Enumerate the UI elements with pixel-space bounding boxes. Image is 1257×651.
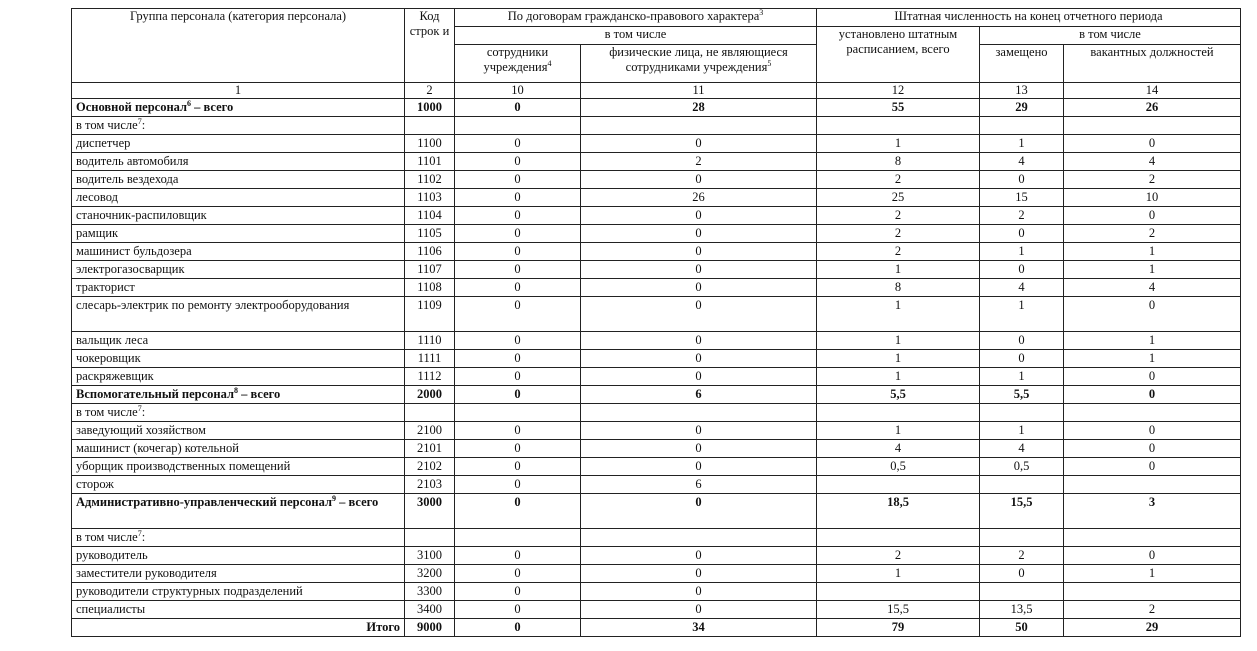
table-row	[72, 422, 1241, 440]
cell-staff-established: 2	[817, 547, 980, 565]
empty-cell	[817, 117, 980, 135]
cell-staff-filled: 0	[980, 350, 1064, 368]
cell-staff-filled: 15	[980, 189, 1064, 207]
table-row	[72, 207, 1241, 225]
cell-code: 3000	[405, 494, 455, 529]
cell-code: 1106	[405, 243, 455, 261]
cell-civil-employees: 0	[455, 153, 581, 171]
cell-civil-employees: 0	[455, 189, 581, 207]
cell-civil-individuals: 0	[581, 350, 817, 368]
cell-staff-filled: 4	[980, 153, 1064, 171]
footnote-ref: 8	[233, 385, 238, 395]
header-staff-incl: в том числе	[980, 27, 1241, 45]
cell-position: руководитель	[72, 547, 405, 565]
cell-civil-individuals: 0	[581, 171, 817, 189]
cell-civil-individuals: 28	[581, 99, 817, 117]
cell-staff-filled	[980, 476, 1064, 494]
footnote-ref: 7	[137, 403, 142, 413]
cell-code: 2101	[405, 440, 455, 458]
table-row	[72, 225, 1241, 243]
cell-position: чокеровщик	[72, 350, 405, 368]
cell-civil-individuals: 0	[581, 261, 817, 279]
cell-position: тракторист	[72, 279, 405, 297]
cell-civil-individuals: 0	[581, 207, 817, 225]
header-civil-employees-text: сотрудники учреждения	[483, 45, 549, 74]
cell-staff-vacant: 29	[1064, 619, 1241, 637]
table-row	[72, 583, 1241, 601]
cell-civil-individuals: 0	[581, 422, 817, 440]
cell-civil-employees: 0	[455, 225, 581, 243]
cell-civil-individuals: 0	[581, 243, 817, 261]
cell-position: заместители руководителя	[72, 565, 405, 583]
cell-staff-vacant: 2	[1064, 171, 1241, 189]
section-label-suffix: – всего	[191, 100, 234, 114]
table-row	[72, 332, 1241, 350]
including-row	[72, 529, 1241, 547]
cell-code: 1103	[405, 189, 455, 207]
cell-civil-employees: 0	[455, 207, 581, 225]
cell-staff-established: 1	[817, 350, 980, 368]
cell-civil-individuals: 0	[581, 601, 817, 619]
cell-staff-vacant	[1064, 583, 1241, 601]
empty-cell	[405, 404, 455, 422]
cell-position: электрогазосварщик	[72, 261, 405, 279]
empty-cell	[581, 117, 817, 135]
cell-civil-employees: 0	[455, 243, 581, 261]
header-civil-individuals-text: физические лица, не являющиеся сотрудниками учреждения	[609, 45, 788, 74]
cell-civil-individuals: 2	[581, 153, 817, 171]
header-civil-contracts-text: По договорам гражданско-правового характера	[507, 9, 760, 23]
cell-civil-employees: 0	[455, 440, 581, 458]
cell-staff-filled: 2	[980, 207, 1064, 225]
cell-code: 1102	[405, 171, 455, 189]
cell-civil-individuals: 6	[581, 386, 817, 404]
cell-code: 1112	[405, 368, 455, 386]
cell-code: 1000	[405, 99, 455, 117]
cell-code: 9000	[405, 619, 455, 637]
cell-code: 1109	[405, 297, 455, 332]
cell-staff-filled: 1	[980, 243, 1064, 261]
section-label-text: Основной персонал	[76, 100, 188, 114]
cell-civil-individuals: 0	[581, 135, 817, 153]
cell-staff-filled: 0	[980, 565, 1064, 583]
cell-staff-vacant: 26	[1064, 99, 1241, 117]
cell-staff-filled: 1	[980, 135, 1064, 153]
cell-code: 3100	[405, 547, 455, 565]
cell-code: 1108	[405, 279, 455, 297]
cell-staff-filled: 29	[980, 99, 1064, 117]
footnote-ref: 7	[137, 528, 142, 538]
section-total-row	[72, 386, 1241, 404]
table-row	[72, 565, 1241, 583]
table-row	[72, 243, 1241, 261]
empty-cell	[455, 529, 581, 547]
section-label	[72, 386, 405, 404]
cell-civil-employees: 0	[455, 279, 581, 297]
empty-cell	[817, 404, 980, 422]
cell-civil-employees: 0	[455, 332, 581, 350]
cell-code: 3200	[405, 565, 455, 583]
including-row	[72, 404, 1241, 422]
cell-civil-employees: 0	[455, 476, 581, 494]
cell-staff-established: 79	[817, 619, 980, 637]
cell-staff-filled: 0	[980, 171, 1064, 189]
cell-civil-individuals: 0	[581, 297, 817, 332]
cell-civil-employees: 0	[455, 135, 581, 153]
cell-staff-established: 1	[817, 332, 980, 350]
section-total-row	[72, 99, 1241, 117]
cell-code: 1110	[405, 332, 455, 350]
cell-civil-employees: 0	[455, 547, 581, 565]
cell-code: 3400	[405, 601, 455, 619]
column-number: 2	[405, 83, 455, 99]
cell-position: станочник-распиловщик	[72, 207, 405, 225]
cell-civil-individuals: 0	[581, 494, 817, 529]
cell-staff-vacant: 0	[1064, 368, 1241, 386]
cell-staff-established: 8	[817, 279, 980, 297]
cell-staff-vacant: 4	[1064, 279, 1241, 297]
column-number: 1	[72, 83, 405, 99]
cell-code: 1100	[405, 135, 455, 153]
grand-total-row	[72, 619, 1241, 637]
cell-code: 2100	[405, 422, 455, 440]
staff-table	[71, 8, 1241, 637]
cell-position: специалисты	[72, 601, 405, 619]
cell-civil-employees: 0	[455, 619, 581, 637]
section-total-row	[72, 494, 1241, 529]
cell-staff-filled	[980, 583, 1064, 601]
table-row	[72, 476, 1241, 494]
cell-staff-established: 1	[817, 422, 980, 440]
cell-staff-vacant: 1	[1064, 565, 1241, 583]
section-label	[72, 99, 405, 117]
cell-staff-vacant: 4	[1064, 153, 1241, 171]
cell-staff-vacant: 2	[1064, 601, 1241, 619]
column-number: 12	[817, 83, 980, 99]
column-number: 14	[1064, 83, 1241, 99]
cell-staff-vacant: 1	[1064, 261, 1241, 279]
empty-cell	[455, 404, 581, 422]
cell-staff-established: 2	[817, 207, 980, 225]
header-civil-individuals	[581, 45, 817, 83]
column-number: 10	[455, 83, 581, 99]
empty-cell	[581, 404, 817, 422]
header-staff-end: Штатная численность на конец отчетного периода	[817, 9, 1241, 27]
cell-staff-filled: 5,5	[980, 386, 1064, 404]
empty-cell	[1064, 404, 1241, 422]
cell-staff-established: 1	[817, 135, 980, 153]
section-label-text: Вспомогательный персонал	[76, 387, 234, 401]
table-row	[72, 297, 1241, 332]
cell-position: руководители структурных подразделений	[72, 583, 405, 601]
footnote-ref: 3	[759, 8, 764, 17]
cell-staff-vacant: 10	[1064, 189, 1241, 207]
cell-position: слесарь-электрик по ремонту электрооборудования	[72, 297, 405, 332]
including-label: в том числе$^7$:	[72, 404, 405, 422]
table-row	[72, 261, 1241, 279]
cell-staff-established: 5,5	[817, 386, 980, 404]
header-civil-incl: в том числе	[455, 27, 817, 45]
cell-civil-employees: 0	[455, 368, 581, 386]
table-row	[72, 350, 1241, 368]
cell-code: 1105	[405, 225, 455, 243]
cell-position: диспетчер	[72, 135, 405, 153]
cell-civil-individuals: 6	[581, 476, 817, 494]
cell-code: 1104	[405, 207, 455, 225]
column-number: 11	[581, 83, 817, 99]
cell-civil-employees: 0	[455, 583, 581, 601]
cell-staff-vacant: 1	[1064, 243, 1241, 261]
cell-civil-employees: 0	[455, 601, 581, 619]
cell-staff-vacant: 0	[1064, 458, 1241, 476]
cell-staff-established: 2	[817, 171, 980, 189]
cell-staff-established: 15,5	[817, 601, 980, 619]
cell-civil-individuals: 0	[581, 225, 817, 243]
grand-total-label: Итого	[72, 619, 405, 637]
cell-position: уборщик производственных помещений	[72, 458, 405, 476]
cell-code: 1111	[405, 350, 455, 368]
cell-staff-vacant: 0	[1064, 386, 1241, 404]
cell-position: машинист (кочегар) котельной	[72, 440, 405, 458]
cell-position: машинист бульдозера	[72, 243, 405, 261]
cell-code: 2103	[405, 476, 455, 494]
table-row	[72, 189, 1241, 207]
cell-staff-established: 8	[817, 153, 980, 171]
footnote-ref: 6	[187, 98, 192, 108]
table-row	[72, 368, 1241, 386]
cell-staff-filled: 1	[980, 297, 1064, 332]
cell-civil-individuals: 0	[581, 440, 817, 458]
footnote-ref: 9	[332, 493, 337, 503]
cell-civil-individuals: 0	[581, 368, 817, 386]
cell-staff-vacant	[1064, 476, 1241, 494]
column-number: 13	[980, 83, 1064, 99]
empty-cell	[581, 529, 817, 547]
column-number-row	[72, 83, 1241, 99]
empty-cell	[980, 117, 1064, 135]
including-text: в том числе	[76, 118, 138, 132]
footnote-ref: 7	[137, 116, 142, 126]
cell-staff-vacant: 0	[1064, 297, 1241, 332]
cell-staff-filled: 13,5	[980, 601, 1064, 619]
empty-cell	[405, 117, 455, 135]
cell-staff-vacant: 2	[1064, 225, 1241, 243]
cell-position: лесовод	[72, 189, 405, 207]
cell-position: водитель автомобиля	[72, 153, 405, 171]
empty-cell	[980, 529, 1064, 547]
table-row	[72, 279, 1241, 297]
including-text: в том числе	[76, 530, 138, 544]
cell-code: 2102	[405, 458, 455, 476]
cell-staff-established	[817, 583, 980, 601]
including-text: в том числе	[76, 405, 138, 419]
cell-staff-filled: 0,5	[980, 458, 1064, 476]
cell-staff-established: 1	[817, 297, 980, 332]
cell-civil-employees: 0	[455, 422, 581, 440]
cell-civil-employees: 0	[455, 565, 581, 583]
cell-civil-individuals: 0	[581, 458, 817, 476]
cell-civil-individuals: 34	[581, 619, 817, 637]
section-label	[72, 494, 405, 529]
empty-cell	[1064, 529, 1241, 547]
cell-civil-individuals: 0	[581, 332, 817, 350]
including-label: в том числе$^7$:	[72, 117, 405, 135]
table-row	[72, 458, 1241, 476]
cell-staff-vacant: 0	[1064, 422, 1241, 440]
section-label-text: Административно-управленческий персонал	[76, 495, 333, 509]
cell-staff-filled: 2	[980, 547, 1064, 565]
cell-staff-vacant: 1	[1064, 332, 1241, 350]
cell-position: заведующий хозяйством	[72, 422, 405, 440]
table-row	[72, 547, 1241, 565]
header-group: Группа персонала (категория персонала)	[72, 9, 405, 83]
header-staff-vacant: вакантных должностей	[1064, 45, 1241, 83]
header-civil-contracts	[455, 9, 817, 27]
cell-staff-established	[817, 476, 980, 494]
cell-civil-employees: 0	[455, 386, 581, 404]
header-staff-established: установлено штатным расписанием, всего	[817, 27, 980, 83]
cell-code: 1107	[405, 261, 455, 279]
cell-code: 3300	[405, 583, 455, 601]
table-row	[72, 135, 1241, 153]
cell-staff-established: 2	[817, 225, 980, 243]
cell-civil-employees: 0	[455, 171, 581, 189]
cell-civil-employees: 0	[455, 494, 581, 529]
cell-civil-individuals: 26	[581, 189, 817, 207]
cell-staff-established: 25	[817, 189, 980, 207]
cell-code: 1101	[405, 153, 455, 171]
cell-staff-established: 4	[817, 440, 980, 458]
cell-staff-established: 0,5	[817, 458, 980, 476]
footnote-ref: 5	[767, 58, 772, 68]
header-row-1	[72, 9, 1241, 27]
cell-staff-filled: 50	[980, 619, 1064, 637]
cell-civil-individuals: 0	[581, 583, 817, 601]
cell-staff-established: 55	[817, 99, 980, 117]
table-row	[72, 440, 1241, 458]
cell-staff-established: 18,5	[817, 494, 980, 529]
cell-civil-employees: 0	[455, 99, 581, 117]
cell-civil-individuals: 0	[581, 565, 817, 583]
cell-civil-individuals: 0	[581, 279, 817, 297]
cell-staff-vacant: 0	[1064, 440, 1241, 458]
cell-staff-filled: 15,5	[980, 494, 1064, 529]
section-label-suffix: – всего	[336, 495, 379, 509]
header-code: Код строк и	[405, 9, 455, 83]
cell-staff-vacant: 0	[1064, 207, 1241, 225]
footnote-ref: 4	[547, 58, 552, 68]
empty-cell	[1064, 117, 1241, 135]
cell-staff-vacant: 3	[1064, 494, 1241, 529]
cell-code: 2000	[405, 386, 455, 404]
cell-position: раскряжевщик	[72, 368, 405, 386]
section-label-suffix: – всего	[237, 387, 281, 401]
staff-table-body	[72, 9, 1241, 637]
cell-civil-employees: 0	[455, 458, 581, 476]
cell-staff-filled: 4	[980, 279, 1064, 297]
cell-civil-employees: 0	[455, 261, 581, 279]
cell-position: рамщик	[72, 225, 405, 243]
cell-staff-filled: 1	[980, 368, 1064, 386]
cell-staff-filled: 0	[980, 225, 1064, 243]
including-label: в том числе$^7$:	[72, 529, 405, 547]
cell-civil-individuals: 0	[581, 547, 817, 565]
cell-staff-established: 1	[817, 368, 980, 386]
cell-position: сторож	[72, 476, 405, 494]
cell-staff-filled: 4	[980, 440, 1064, 458]
cell-civil-employees: 0	[455, 350, 581, 368]
header-staff-filled: замещено	[980, 45, 1064, 83]
including-row	[72, 117, 1241, 135]
cell-staff-established: 1	[817, 565, 980, 583]
cell-position: водитель вездехода	[72, 171, 405, 189]
empty-cell	[455, 117, 581, 135]
table-row	[72, 601, 1241, 619]
cell-civil-employees: 0	[455, 297, 581, 332]
cell-position: вальщик леса	[72, 332, 405, 350]
cell-staff-established: 1	[817, 261, 980, 279]
header-civil-employees	[455, 45, 581, 83]
table-row	[72, 171, 1241, 189]
cell-staff-filled: 0	[980, 261, 1064, 279]
empty-cell	[980, 404, 1064, 422]
cell-staff-filled: 0	[980, 332, 1064, 350]
table-row	[72, 153, 1241, 171]
cell-staff-vacant: 0	[1064, 135, 1241, 153]
empty-cell	[817, 529, 980, 547]
cell-staff-established: 2	[817, 243, 980, 261]
cell-staff-filled: 1	[980, 422, 1064, 440]
cell-staff-vacant: 1	[1064, 350, 1241, 368]
cell-staff-vacant: 0	[1064, 547, 1241, 565]
empty-cell	[405, 529, 455, 547]
